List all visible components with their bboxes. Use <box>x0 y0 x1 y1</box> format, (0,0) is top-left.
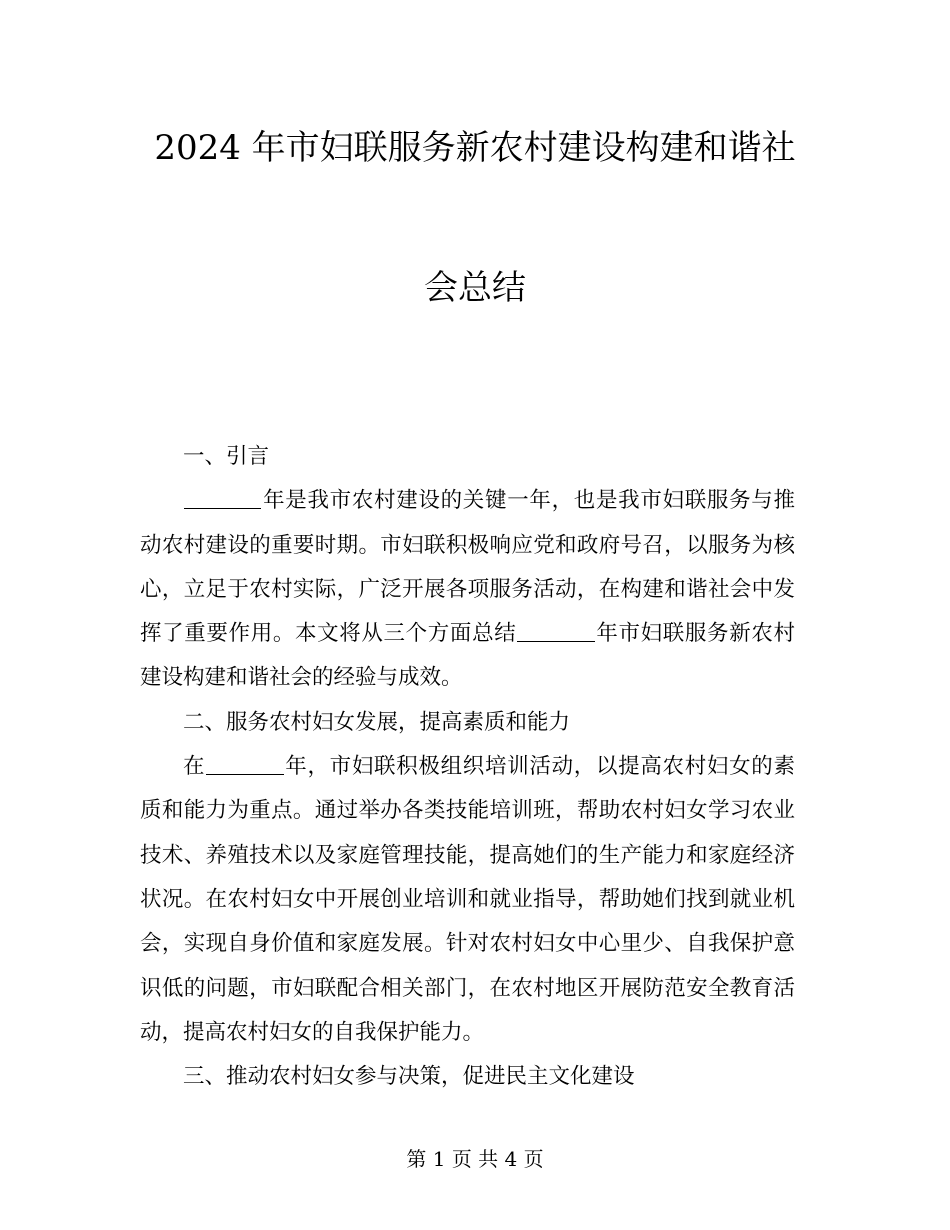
document-title-line-1: 2024 年市妇联服务新农村建设构建和谐社 <box>154 128 796 168</box>
document-body <box>140 435 795 1099</box>
paragraph-introduction <box>140 479 795 700</box>
section-heading-introduction: 一、引言 <box>183 444 270 469</box>
paragraph-text: 在 <box>183 754 206 780</box>
section-heading-decision-participation: 三、推动农村妇女参与决策，促进民主文化建设 <box>183 1064 635 1090</box>
section-heading-women-development: 二、服务农村妇女发展，提高素质和能力 <box>183 709 571 735</box>
paragraph-text: 年市妇联服务新农村建设构建和谐社会的经验与成效。 <box>140 621 795 691</box>
paragraph-text: 年是我市农村建设的关键一年，也是我市妇联服务与推动农村建设的重要时期。市妇联积极响应党和政府号召，以服务为核心，立足于农村实际，广泛开展各项服务活动，在构建和谐社会中发挥了重要作用。本文将从三个方面总结 <box>140 488 795 647</box>
document-title-line-2: 会总结 <box>424 268 526 308</box>
year-blank <box>517 620 594 643</box>
year-blank <box>184 487 261 510</box>
page-number-footer: 第 1 页 共 4 页 <box>406 1147 544 1171</box>
year-blank <box>206 753 283 776</box>
paragraph-women-development <box>140 745 795 1055</box>
paragraph-text: 年，市妇联积极组织培训活动，以提高农村妇女的素质和能力为重点。通过举办各类技能培训班，帮助农村妇女学习农业技术、养殖技术以及家庭管理技能，提高她们的生产能力和家庭经济状况。在农村妇女中开展创业培训和就业指导，帮助她们找到就业机会，实现自身价值和家庭发展。针对农村妇女中心里少、自我保护意识低的问题，市妇联配合相关部门，在农村地区开展防范安全教育活动，提高农村妇女的自我保护能力。 <box>140 754 795 1045</box>
